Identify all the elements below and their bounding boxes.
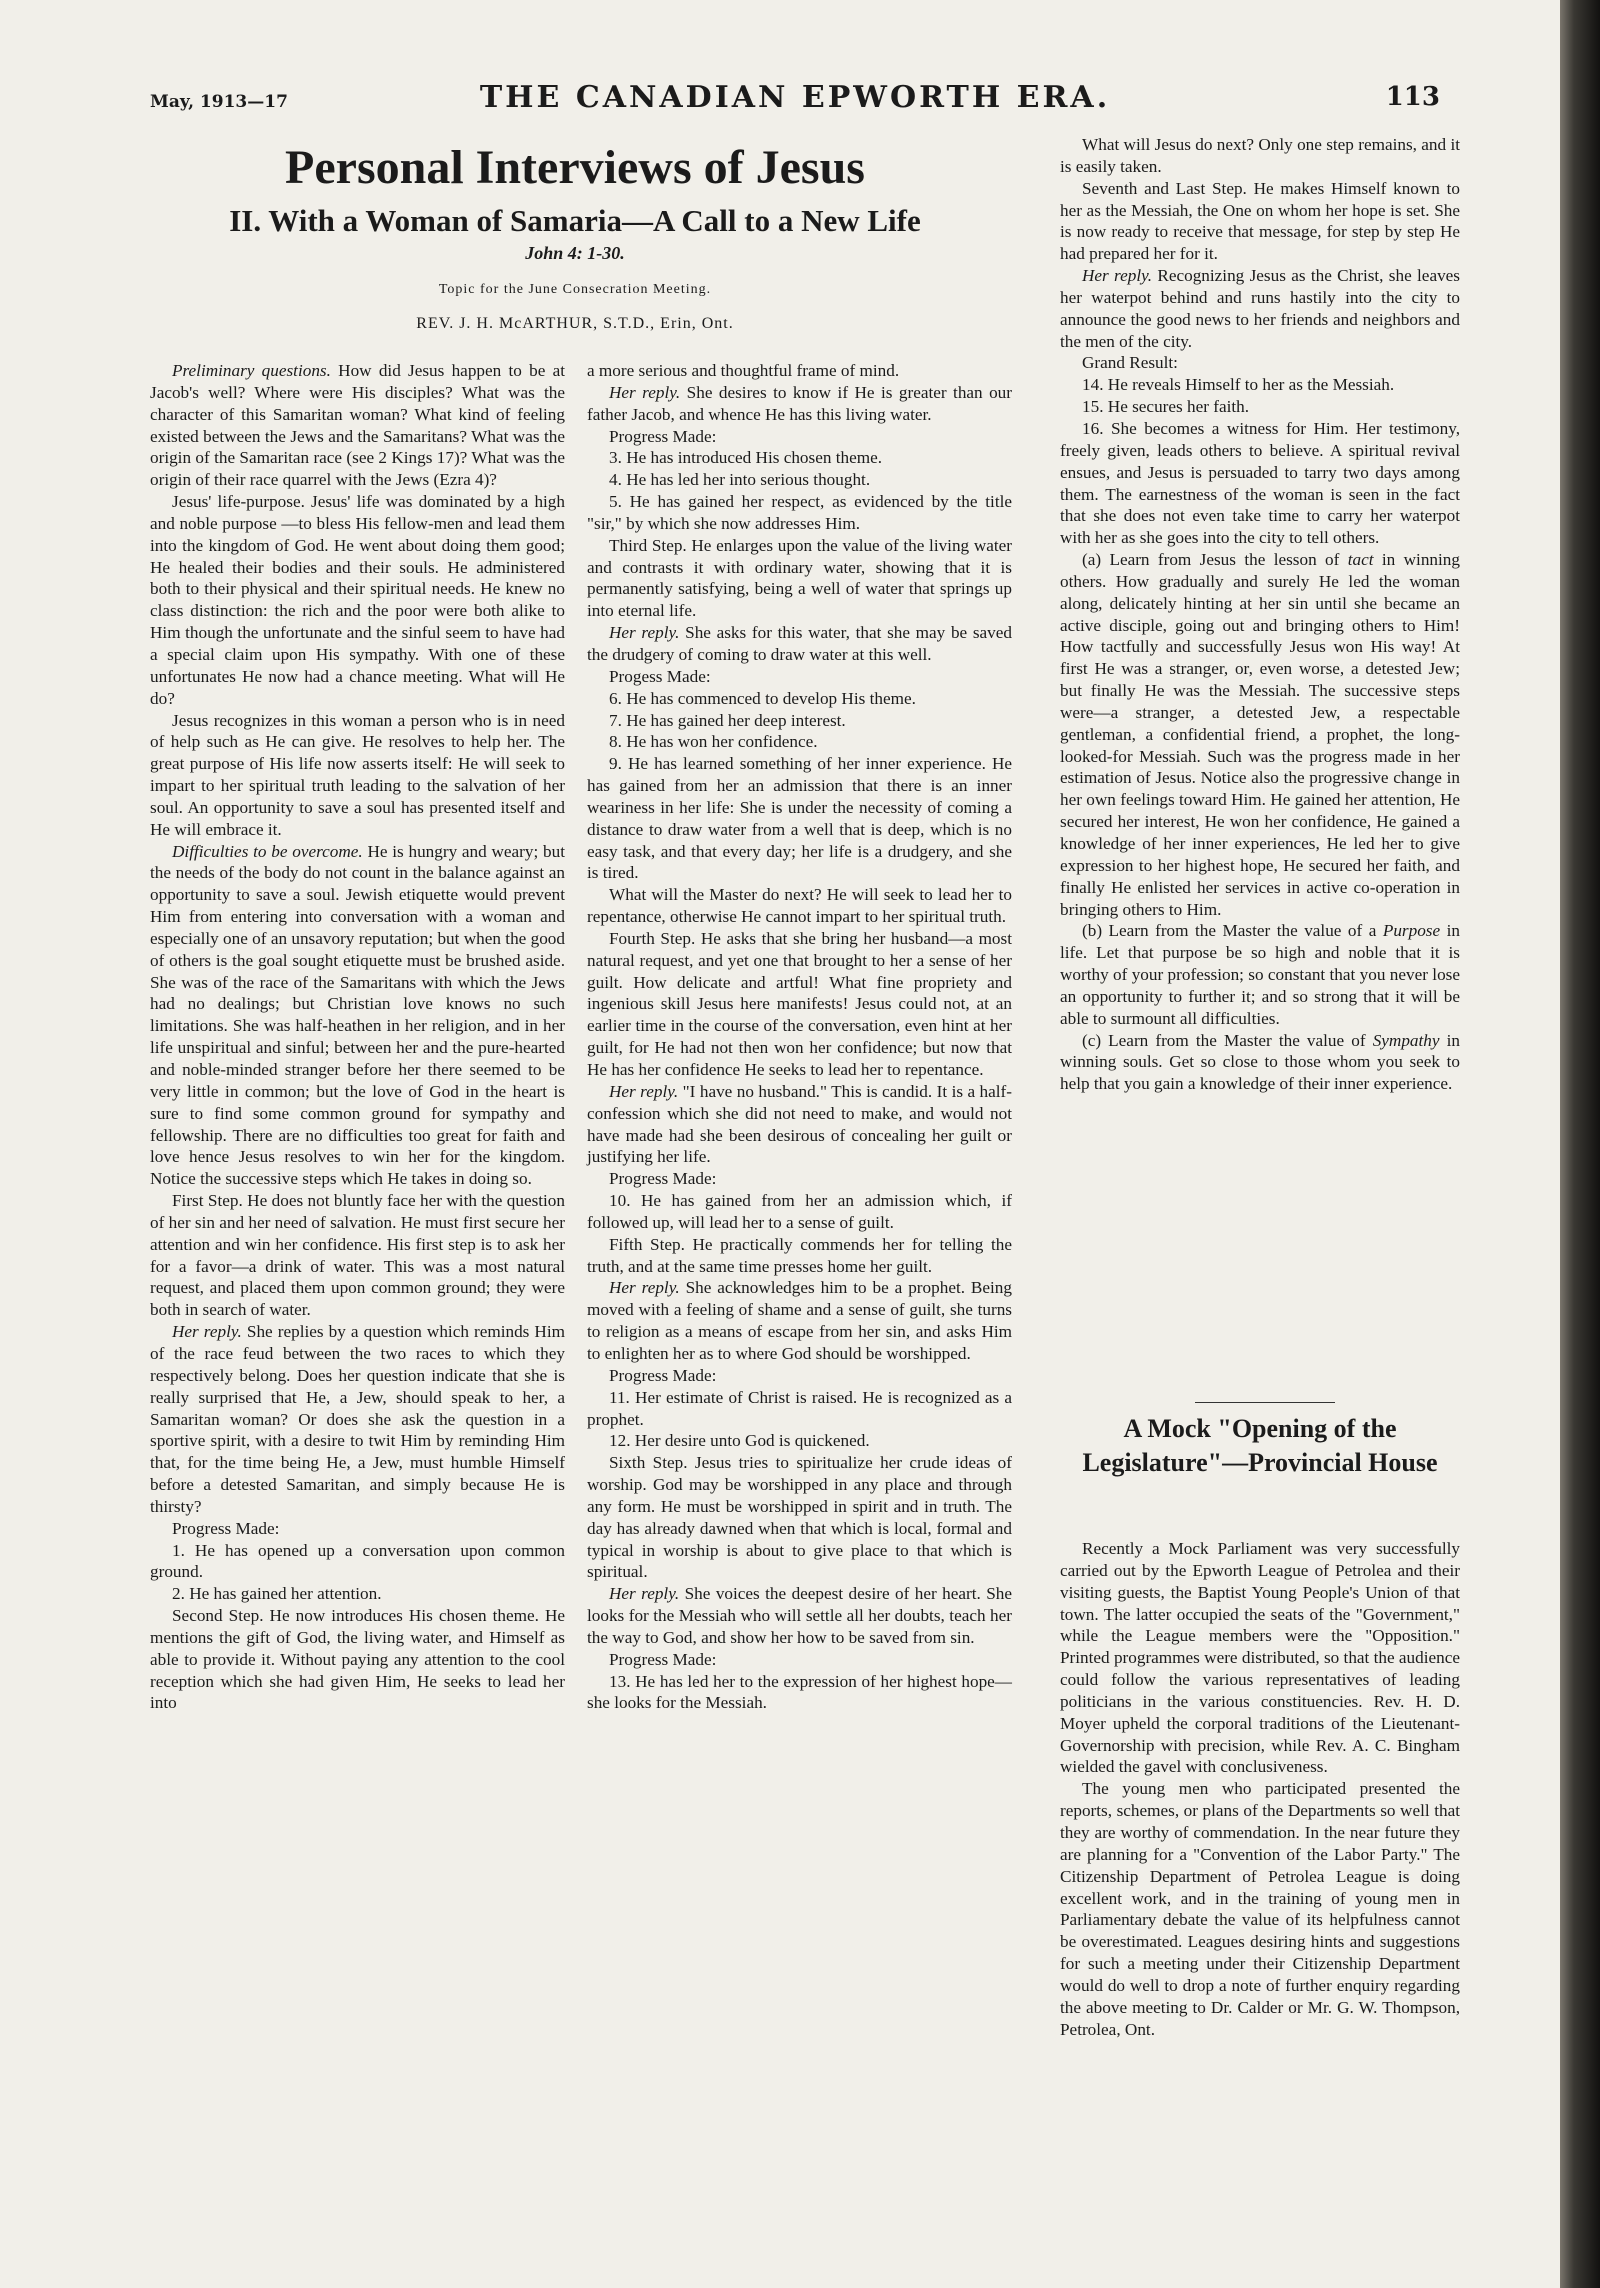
italic-phrase: Her reply. <box>609 623 680 643</box>
paragraph <box>587 535 1012 622</box>
article-subtitle: II. With a Woman of Samaria—A Call to a New Life <box>229 203 921 238</box>
paragraph <box>1060 134 1460 178</box>
paragraph-text: Jesus' life-purpose. Jesus' life was dominated by a high and noble purpose —to bless His fellow-men and lead them into the kingdom of God. He went about doing them good; He healed their bodies and their souls. He administered both to their physical and their spiritual needs. He knew no class distinction: the rich and the poor were both alike to Him though the unfortunate and the sinful seem to have had a special claim upon His sympathy. With one of these unfortunates He now had a chance meeting. What will He do? <box>150 492 565 708</box>
paragraph <box>150 841 565 1191</box>
paragraph <box>1060 418 1460 549</box>
paragraph <box>150 1605 565 1714</box>
paragraph-text: Seventh and Last Step. He makes Himself known to her as the Messiah, the One on whom her hope is set. She is now ready to receive that message, for step by step He had prepared her for it. <box>1060 178 1460 264</box>
paragraph-text: 2. He has gained her attention. <box>172 1584 382 1604</box>
paragraph <box>587 1430 1012 1452</box>
paragraph <box>150 1540 565 1584</box>
paragraph-text: Progress Made: <box>609 1365 717 1385</box>
paragraph-text: He is hungry and weary; but the needs of the body do not count in the balance against an opportunity to save a soul. Jewish etiquette would prevent Him from entering into conversation with a woman and especially one of an unsavory reputation; but when the good of others is the goal sought etiquette must be brushed aside. She was of the race of the Samaritans with which the Jews had no dealings; but Christian love knows no such limitations. She was half-heathen in her religion, and in her life unspiritual and sinful; between her and the pure-hearted and noble-minded stranger before her there seemed to be very little in common; but the love of God in the heart is sure to find some common ground for sympathy and fellowship. There are no difficulties too great for faith and love hence Jesus resolves to win her for the kingdom. Notice the successive steps which He takes in doing so. <box>150 841 565 1189</box>
issue-date: May, 1913—17 <box>150 92 288 112</box>
paragraph-text: Progress Made: <box>609 1169 717 1189</box>
article-title-block <box>150 140 1000 334</box>
paragraph <box>587 1234 1012 1278</box>
paragraph <box>150 1190 565 1321</box>
italic-phrase: Her reply. <box>609 382 681 402</box>
italic-phrase: Her reply. <box>609 1081 679 1101</box>
paragraph <box>587 622 1012 666</box>
paragraph-lead: (b) Learn from the Master the value of a <box>1082 921 1383 941</box>
paragraph <box>1060 1030 1460 1096</box>
paragraph-text: Fourth Step. He asks that she bring her husband—a most natural request, and yet one that brought to her a sense of her guilt. How delicate and artful! What fine propriety and ingenious skill Jesus here manifests! Jesus could not, at an earlier time in the course of the conversation, even hint at her guilt, for He had not then won her confidence; but now that He has her confidence He seeks to lead her to repentance. <box>587 928 1012 1079</box>
paragraph <box>587 710 1012 732</box>
paragraph-text: 9. He has learned something of her inner experience. He has gained from her an admission that there is an inner weariness in her life: She is under the necessity of coming a distance to draw water from a well that is deep, which is no easy task, and that every day; her life is a drudgery, and she is tired. <box>587 754 1012 883</box>
paragraph-text: in winning others. How gradually and surely He led the woman along, delicately hinting at her sin until she became an active disciple, going out and bringing others to Him! How tactfully and successfully Jesus won His way! At first He was a stranger, or, even worse, a detested Jew; but finally He was the Messiah. The successive steps were—a stranger, a detested Jew, a respectable gentleman, a confidential friend, a prophet, the long-looked-for Messiah. Such was the progress made in her estimation of Jesus. Notice also the progressive change in her own feelings toward Him. He gained her attention, He secured her interest, He won her confidence, He gained a knowledge of her inner experiences, He led her to give expression to her highest hope, He secured her faith, and finally He enlisted her services in active co-operation in bringing others to Him. <box>1060 550 1460 919</box>
paragraph-text: 1. He has opened up a conversation upon common ground. <box>150 1540 565 1582</box>
paragraph <box>587 1190 1012 1234</box>
paragraph-lead: (a) Learn from Jesus the lesson of <box>1082 550 1348 570</box>
italic-phrase: Her reply. <box>609 1584 680 1604</box>
paragraph-text: 8. He has won her confidence. <box>609 732 818 752</box>
paragraph-text: Grand Result: <box>1082 353 1178 373</box>
paragraph <box>150 360 565 491</box>
paragraph-text: Progess Made: <box>609 666 711 686</box>
paragraph-text: in life. Let that purpose be so high and noble that it is worthy of your profession; so constant that you never lose an opportunity to further it; and so strong that it will be able to surmount all difficulties. <box>1060 921 1460 1028</box>
page-number: 113 <box>1385 82 1440 112</box>
paragraph-text: 12. Her desire unto God is quickened. <box>609 1431 870 1451</box>
italic-phrase: Her reply. <box>609 1278 680 1298</box>
italic-phrase: Her reply. <box>1082 266 1153 286</box>
paragraph <box>1060 352 1460 374</box>
book-spine-edge <box>1560 0 1600 2288</box>
paragraph-text: She desires to know if He is greater than our father Jacob, and whence He has this living water. <box>587 382 1013 424</box>
article-column-1 <box>150 360 565 1714</box>
paragraph <box>587 447 1012 469</box>
paragraph-text: 4. He has led her into serious thought. <box>609 470 871 490</box>
paragraph <box>150 491 565 709</box>
paragraph <box>587 753 1012 884</box>
paragraph-text: 6. He has commenced to develop His theme. <box>609 688 916 708</box>
section-divider <box>1195 1402 1335 1403</box>
paragraph <box>587 1387 1012 1431</box>
article-column-2 <box>587 360 1012 1714</box>
paragraph <box>1060 265 1460 352</box>
italic-phrase: tact <box>1347 550 1374 570</box>
paragraph-text: Third Step. He enlarges upon the value of the living water and contrasts it with ordinary water, showing that it is permanently satisfying, being a well of water that springs up into eternal life. <box>587 535 1012 621</box>
paragraph-text: Second Step. He now introduces His chosen theme. He mentions the gift of God, the living water, and Himself as able to provide it. Without paying any attention to the cool reception which she had given Him, He seeks to lead her into <box>150 1606 565 1713</box>
italic-phrase: Preliminary questions. <box>172 361 331 380</box>
paragraph-text: She replies by a question which reminds Him of the race feud between the two races to which they respectively belong. Does her question indicate that she is really surprised that He, a Jew, should speak to her, a Samaritan woman? Or does she ask the question in a sportive spirit, with a desire to twit Him by reminding Him that, for the time being He, a Jew, must humble Himself before a detested Samaritan, and simply because He is thirsty? <box>150 1322 565 1516</box>
paragraph <box>1060 920 1460 1029</box>
paragraph <box>587 1365 1012 1387</box>
paragraph <box>150 1583 565 1605</box>
page-header <box>150 80 1440 120</box>
paragraph <box>150 710 565 841</box>
mock-parliament-text <box>1060 1538 1460 2040</box>
paragraph <box>587 1168 1012 1190</box>
paragraph-text: in winning souls. Get so close to those whom you seek to help that you gain a knowledge of their inner experience. <box>1060 1030 1460 1094</box>
paragraph-text: 14. He reveals Himself to her as the Messiah. <box>1082 375 1395 395</box>
paragraph <box>587 360 1012 382</box>
paragraph-text: 7. He has gained her deep interest. <box>609 710 846 730</box>
paragraph <box>587 688 1012 710</box>
paragraph <box>587 1081 1012 1168</box>
paragraph: The young men who participated presented the reports, schemes, or plans of the Departments so well that they are worthy of commendation. In the near future they are planning for a "Convention of the Labor Party." The Citizenship Department of Petrolea League is doing excellent work, and in the training of young men in Parliamentary debate the value of its helpfulness cannot be overestimated. Leagues desiring hints and suggestions for such a meeting under their Citizenship Department would do well to drop a note of further enquiry regarding the above meeting to Dr. Calder or Mr. G. W. Thompson, Petrolea, Ont. <box>1060 1779 1460 2039</box>
paragraph <box>150 1321 565 1518</box>
paragraph-text: She acknowledges him to be a prophet. Being moved with a feeling of shame and a sense of guilt, she turns to religion as a means of escape from her sin, and asks Him to enlighten her as to where God should be worshipped. <box>587 1278 1012 1363</box>
paragraph-text: 13. He has led her to the expression of her highest hope—she looks for the Messiah. <box>587 1671 1012 1713</box>
paragraph <box>587 1452 1012 1583</box>
masthead: THE CANADIAN EPWORTH ERA. <box>479 80 1111 115</box>
paragraph <box>587 884 1012 928</box>
paragraph-text: First Step. He does not bluntly face her with the question of her sin and her need of salvation. He must first secure her attention and win her confidence. His first step is to ask her for a favor—a drink of water. This was a most natural request, and placed them upon common ground; they were both in search of water. <box>150 1191 565 1320</box>
paragraph <box>587 491 1012 535</box>
paragraph <box>587 426 1012 448</box>
italic-phrase: Difficulties to be overcome. <box>172 841 363 861</box>
paragraph-text: 5. He has gained her respect, as evidenced by the title "sir," by which she now addresses Him. <box>587 492 1012 533</box>
topic-line: Topic for the June Consecration Meeting. <box>438 282 712 297</box>
paragraph <box>587 731 1012 753</box>
paragraph-text: 10. He has gained from her an admission which, if followed up, will lead her to a sense of guilt. <box>587 1191 1012 1232</box>
paragraph-text: Progress Made: <box>609 426 717 446</box>
article-column-3 <box>1060 134 1460 1095</box>
paragraph <box>1060 178 1460 265</box>
paragraph-text: 3. He has introduced His chosen theme. <box>609 448 883 468</box>
article-title: Personal Interviews of Jesus <box>285 141 865 194</box>
italic-phrase: Purpose <box>1382 921 1441 941</box>
paragraph-lead: (c) Learn from the Master the value of <box>1082 1030 1373 1050</box>
paragraph <box>587 1277 1012 1364</box>
paragraph-text: Sixth Step. Jesus tries to spiritualize her crude ideas of worship. God may be worshipped in any place and through any form. He must be worshipped in spirit and in truth. The day has already dawned when that which is local, formal and typical in worship is about to give place to that which is spiritual. <box>587 1453 1012 1582</box>
paragraph-text: How did Jesus happen to be at Jacob's well? Where were His disciples? What was the character of this Samaritan woman? What kind of feeling existed between the Jews and the Samaritans? What was the origin of the Samaritan race (see 2 Kings 17)? What was the origin of their race quarrel with the Jews (Ezra 4)? <box>150 361 565 490</box>
paragraph-text: Jesus recognizes in this woman a person who is in need of help such as He can give. He resolves to help her. The great purpose of His life now asserts itself: He will seek to impart to her spiritual truth leading to the salvation of her soul. An opportunity to save a soul has presented itself and He will embrace it. <box>150 710 565 839</box>
italic-phrase: Her reply. <box>172 1322 242 1342</box>
paragraph <box>587 1583 1012 1649</box>
mock-parliament-heading: A Mock "Opening of the Legislature"—Provincial House <box>1082 1414 1438 1477</box>
paragraph-text: "I have no husband." This is candid. It is a half-confession which she did not need to make, and would not have made had she been desirous of concealing her guilt or justifying her life. <box>587 1081 1013 1167</box>
paragraph-text: 11. Her estimate of Christ is raised. He is recognized as a prophet. <box>587 1387 1012 1429</box>
paragraph-text: What will Jesus do next? Only one step remains, and it is easily taken. <box>1060 135 1460 176</box>
paragraph <box>1060 549 1460 920</box>
paragraph <box>1060 374 1460 396</box>
paragraph-text: Recognizing Jesus as the Christ, she leaves her waterpot behind and runs hastily into the city to announce the good news to her friends and neighbors and the men of the city. <box>1060 266 1460 351</box>
paragraph <box>587 1649 1012 1671</box>
paragraph-text: 16. She becomes a witness for Him. Her testimony, freely given, leads others to believe. A spiritual revival ensues, and Jesus is persuaded to tarry two days among them. The earnestness of the woman is seen in the fact that she does not even take time to carry her waterpot with her as she goes into the city to tell others. <box>1060 418 1460 548</box>
scripture-reference: John 4: 1-30. <box>525 243 625 263</box>
paragraph-text: Progress Made: <box>609 1649 717 1669</box>
paragraph-text: 15. He secures her faith. <box>1082 397 1250 417</box>
paragraph-text: a more serious and thoughtful frame of mind. <box>587 361 900 380</box>
paragraph <box>587 1671 1012 1715</box>
paragraph <box>587 382 1012 426</box>
paragraph: Recently a Mock Parliament was very successfully carried out by the Epworth League of Petrolea and their visiting guests, the Baptist Young People's Union of that town. The latter occupied the seats of the "Government," while the League members were the "Opposition." Printed programmes were distributed, so that the audience could follow the various representatives of leading politicians in the various constituencies. Rev. H. D. Moyer upheld the corporal traditions of the Lieutenant-Governorship with precision, while Rev. A. C. Bingham wielded the gavel with conclusiveness. <box>1060 1539 1460 1777</box>
author-line: REV. J. H. McARTHUR, S.T.D., Erin, Ont. <box>416 315 734 332</box>
paragraph <box>1060 396 1460 418</box>
paragraph-text: Fifth Step. He practically commends her for telling the truth, and at the same time presses home her guilt. <box>587 1234 1012 1276</box>
italic-phrase: Sympathy <box>1372 1030 1440 1050</box>
paragraph <box>150 1518 565 1540</box>
paragraph <box>587 928 1012 1081</box>
paragraph-text: Progress Made: <box>172 1518 280 1538</box>
paragraph-text: What will the Master do next? He will seek to lead her to repentance, otherwise He cannot impart to her spiritual truth. <box>587 885 1012 927</box>
paragraph-text: She asks for this water, that she may be saved the drudgery of coming to draw water at this well. <box>587 623 1012 664</box>
paragraph <box>587 469 1012 491</box>
paragraph-text: She voices the deepest desire of her heart. She looks for the Messiah who will settle all her doubts, teach her the way to God, and show her how to be saved from sin. <box>587 1584 1012 1647</box>
paragraph <box>587 666 1012 688</box>
